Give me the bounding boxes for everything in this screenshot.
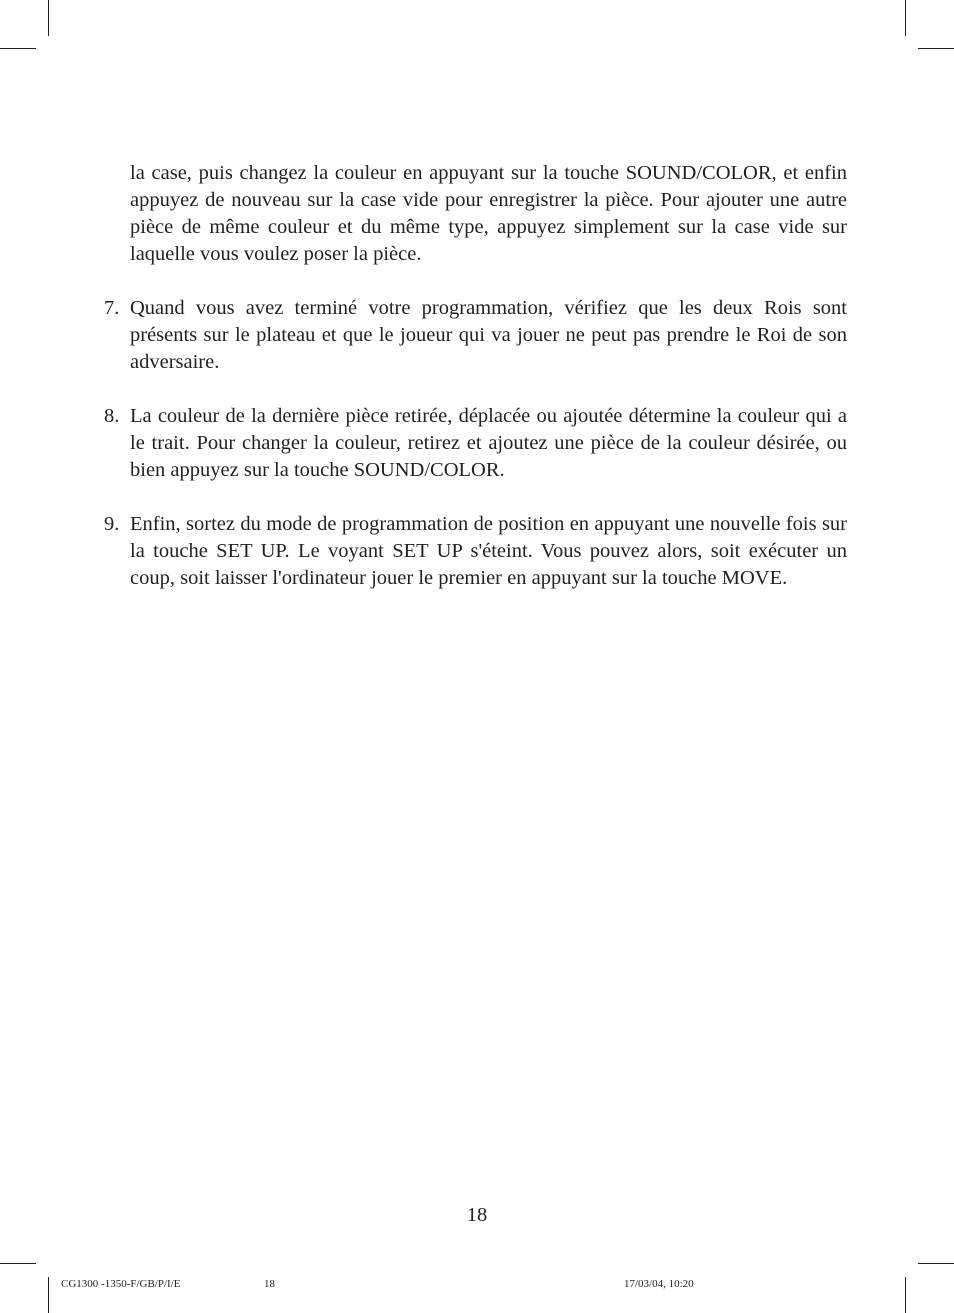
footer-page: 18 — [264, 1278, 275, 1290]
crop-mark-bottom-left-horizontal — [0, 1263, 36, 1264]
crop-mark-top-left-vertical — [48, 0, 49, 36]
paragraph-text: la case, puis changez la couleur en appuyant sur la touche SOUND/COLOR, et enfin appuyez de nouveau sur la case vide pour enregistrer la pièce. Pour ajouter une autre pièce de même couleur et du même type, appuyez simplement sur la case vide sur laquelle vous voulez poser la pièce. — [130, 162, 847, 265]
list-item-number: 7. — [104, 297, 120, 319]
list-item-text: La couleur de la dernière pièce retirée, déplacée ou ajoutée détermine la couleur qui a le trait. Pour changer la couleur, retirez et ajoutez une pièce de la couleur désirée, ou bien appuyez sur la touche SOUND/COLOR. — [130, 405, 847, 481]
list-item-8 — [104, 403, 847, 484]
list-item-9 — [104, 511, 847, 592]
crop-mark-top-right-horizontal — [918, 48, 954, 49]
list-item-7 — [104, 295, 847, 376]
list-item-number: 8. — [104, 405, 120, 427]
document-body — [104, 160, 847, 619]
page-number: 18 — [466, 1204, 488, 1226]
crop-mark-top-left-horizontal — [0, 48, 36, 49]
list-item-text: Enfin, sortez du mode de programmation de position en appuyant une nouvelle fois sur la touche SET UP. Le voyant SET UP s'éteint. Vous pouvez alors, soit exécuter un coup, soit laisser l'ordinateur jouer le premier en appuyant sur la touche MOVE. — [130, 513, 847, 589]
paragraph-continuation — [104, 160, 847, 268]
crop-mark-bottom-right-vertical — [905, 1277, 906, 1313]
list-item-number: 9. — [104, 513, 120, 535]
footer-timestamp: 17/03/04, 10:20 — [624, 1278, 694, 1290]
crop-mark-bottom-right-horizontal — [918, 1263, 954, 1264]
crop-mark-top-right-vertical — [905, 0, 906, 36]
footer-file-name: CG1300 -1350-F/GB/P/I/E — [61, 1278, 181, 1290]
list-item-text: Quand vous avez terminé votre programmation, vérifiez que les deux Rois sont présents sur le plateau et que le joueur qui va jouer ne peut pas prendre le Roi de son adversaire. — [130, 297, 847, 373]
crop-mark-bottom-left-vertical — [48, 1277, 49, 1313]
